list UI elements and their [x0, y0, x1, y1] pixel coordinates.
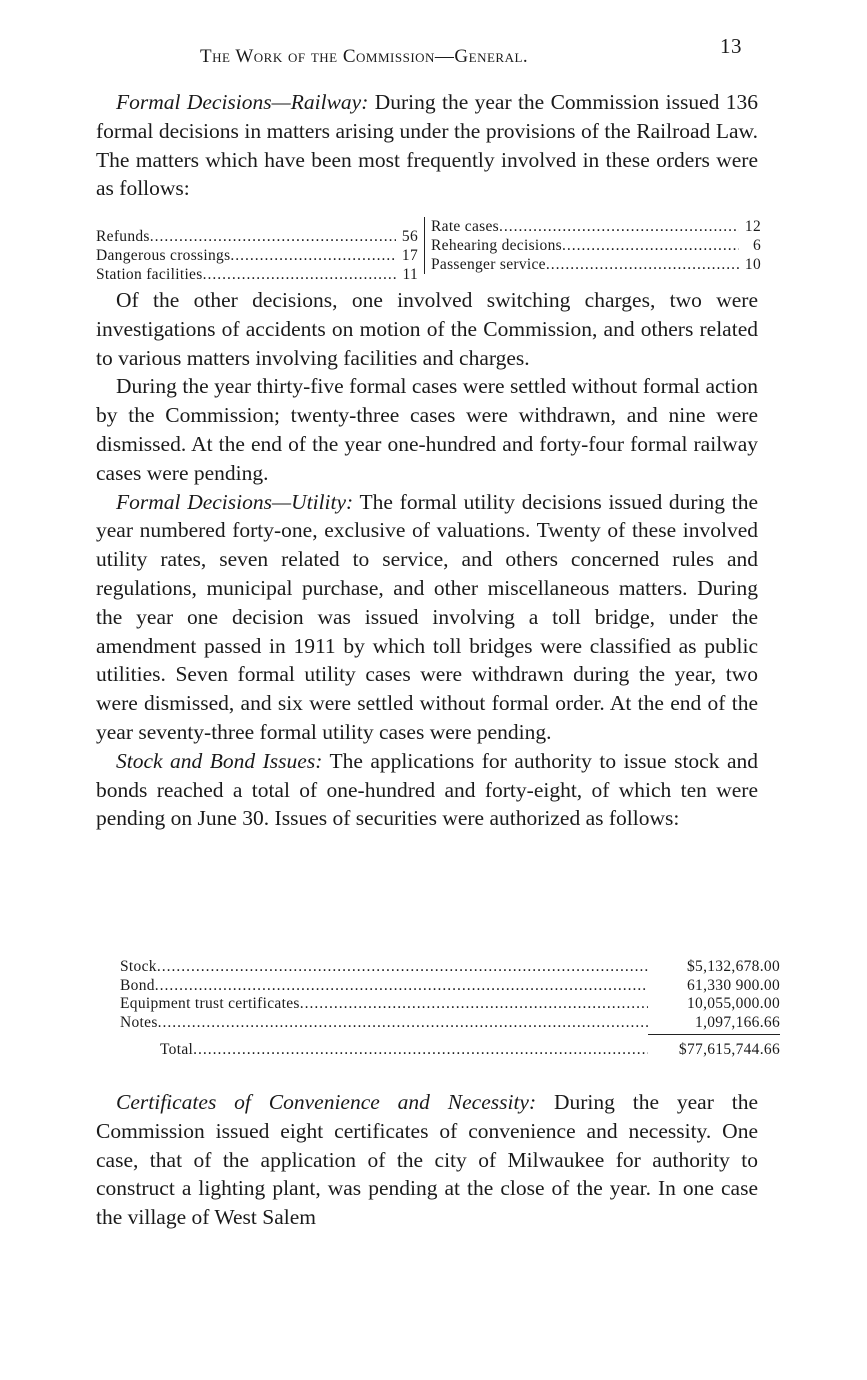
row-label: Refunds — [96, 228, 150, 245]
table-row — [120, 958, 780, 977]
total-label: Total — [160, 1041, 194, 1059]
leader-dots — [155, 977, 648, 996]
table-row — [120, 1014, 780, 1033]
row-label: Bond — [120, 976, 155, 994]
paragraph: During the year thirty-five formal cases were settled without formal action by the Commission; twenty-three cases were withdrawn, and nine were dismissed. At the end of the year one-hundred and forty-four formal railway cases were pending. — [96, 374, 758, 485]
securities-table — [120, 958, 780, 1060]
leader-dots — [150, 227, 396, 246]
row-amount: 61,330 900.00 — [686, 976, 780, 994]
body-text-block — [96, 286, 758, 833]
row-label: Rate cases — [431, 218, 499, 235]
paragraph — [96, 488, 758, 747]
sum-rule — [648, 1034, 780, 1035]
leader-dots — [562, 236, 739, 255]
header-title: The Work of the Commission—General. — [200, 46, 529, 67]
row-label: Stock — [120, 958, 157, 975]
total-row — [160, 1041, 780, 1060]
row-label: Station facilities — [96, 266, 203, 283]
section-heading: Formal Decisions—Utility: — [116, 489, 354, 514]
table-row — [96, 227, 418, 246]
leader-dots — [157, 958, 648, 977]
leader-dots — [203, 265, 396, 284]
leader-dots — [546, 255, 739, 274]
row-label: Notes — [120, 1013, 158, 1031]
table-row — [96, 265, 418, 284]
table-column-left — [96, 217, 418, 284]
paragraph-text: During the year the Commission issued 136 formal decisions in matters arising under the provisions of the Railroad Law. The matters which have been most frequently involved in these orders were as follows: — [96, 90, 758, 201]
row-label: Dangerous crossings — [96, 247, 231, 264]
leader-dots — [193, 1041, 648, 1060]
section-certificates — [96, 1088, 758, 1232]
paragraph — [96, 747, 758, 833]
row-amount: 1,097,166.66 — [695, 1013, 780, 1031]
row-value: 10 — [744, 256, 761, 273]
row-value: 6 — [752, 237, 761, 254]
total-amount: $77,615,744.66 — [678, 1041, 780, 1059]
paragraph — [96, 1088, 758, 1232]
row-value: 17 — [401, 247, 418, 264]
table-row — [120, 977, 780, 996]
paragraph: Of the other decisions, one involved switching charges, two were investigations of accidents on motion of the Commission, and others related to various matters involving facilities and charges. — [96, 288, 758, 370]
paragraph-text: The formal utility decisions issued during the year numbered forty-one, exclusive of valuations. Twenty of these involved utility rates, seven related to service, and others concerned rules and regulations, municipal purchase, and other miscellaneous matters. During the year one decision was issued involving a toll bridge, under the amendment passed in 1911 by which toll bridges were classified as public utilities. Seven formal utility cases were withdrawn during the year, two were dismissed, and six were settled without formal order. At the end of the year seventy-three formal utility cases were pending. — [96, 489, 758, 744]
leader-dots — [158, 1014, 648, 1033]
leader-dots — [499, 217, 739, 236]
row-amount: 10,055,000.00 — [686, 995, 780, 1013]
section-formal-decisions-railway — [96, 88, 758, 203]
section-heading: Stock and Bond Issues: — [116, 748, 323, 773]
section-heading: Formal Decisions—Railway: — [116, 90, 369, 114]
table-row — [96, 246, 418, 265]
row-label: Rehearing decisions — [431, 237, 562, 254]
row-label: Equipment trust certificates — [120, 995, 300, 1013]
row-label: Passenger service — [431, 256, 546, 273]
table-row — [431, 217, 761, 236]
table-row — [431, 236, 761, 255]
table-row — [120, 995, 780, 1014]
section-heading: Certificates of Convenience and Necessity: — [116, 1090, 537, 1114]
row-amount: $5,132,678.00 — [686, 958, 780, 975]
paragraph — [96, 88, 758, 203]
leader-dots — [230, 246, 396, 265]
row-value: 12 — [744, 218, 761, 235]
table-column-right — [424, 217, 761, 274]
paragraph-text: The applications for authority to issue stock and bonds reached a total of one-hundred and forty-eight, of which ten were pending on June 30. Issues of securities were authorized as follows: — [96, 748, 758, 831]
row-value: 11 — [402, 266, 418, 283]
table-row — [431, 255, 761, 274]
page-number: 13 — [720, 34, 742, 58]
row-value: 56 — [401, 228, 418, 245]
paragraph-text: During the year the Commission issued eight certificates of convenience and necessity. One case, that of the application of the city of Milwaukee for authority to construct a lighting plant, was pending at the close of the year. In one case the village of West Salem — [96, 1090, 759, 1230]
leader-dots — [300, 995, 648, 1014]
